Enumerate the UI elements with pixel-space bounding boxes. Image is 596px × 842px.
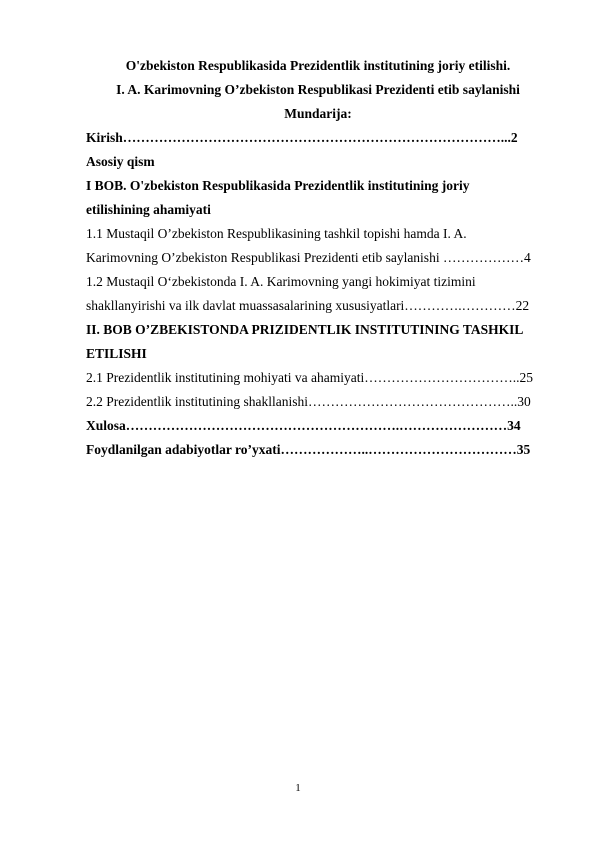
toc-entry-bob1-line1: I BOB. O'zbekiston Respublikasida Prezidentlik institutining joriy: [86, 178, 470, 193]
toc-entry-bob1-line2: etilishining ahamiyati: [86, 202, 211, 217]
toc-entry-1-2-line2: shakllanyirishi va ilk davlat muassasalarining xususiyatlari………….…………22: [86, 298, 530, 313]
toc-entry-bob2-line2: ETILISHI: [86, 346, 147, 361]
toc-entry-1-2-line1: 1.2 Mustaqil O‘zbekistonda I. A. Karimovning yangi hokimiyat tizimini: [86, 274, 476, 289]
document-subtitle: I. A. Karimovning O’zbekiston Respublikasi Prezidenti etib saylanishi: [116, 82, 520, 97]
page-number: 1: [295, 782, 301, 794]
toc-entry-2-1: 2.1 Prezidentlik institutining mohiyati va ahamiyati……………………………..25: [86, 370, 533, 385]
document-title: O'zbekiston Respublikasida Prezidentlik institutining joriy etilishi.: [125, 58, 511, 73]
toc-entry-bob2-line1: II. BOB O’ZBEKISTONDA PRIZIDENTLIK INSTITUTINING TASHKIL: [86, 322, 524, 337]
toc-entry-2-2: 2.2 Prezidentlik institutining shakllanishi………………………………………..30: [86, 394, 531, 409]
contents-heading: Mundarija:: [284, 106, 352, 121]
toc-entry-xulosa: Xulosa…………………………………………………….……………………34: [86, 418, 521, 433]
toc-entry-adabiyotlar: Foydlanilgan adabiyotlar ro’yxati………………..……………………………35: [86, 442, 531, 457]
toc-entry-1-1-line2: Karimovning O’zbekiston Respublikasi Prezidenti etib saylanishi ………………4: [86, 250, 531, 265]
toc-entry-1-1-line1: 1.1 Mustaqil O’zbekiston Respublikasining tashkil topishi hamda I. A.: [86, 226, 467, 241]
toc-entry-kirish: Kirish…………………………………………………………………………...2: [86, 130, 518, 145]
toc-entry-asosiy-qism: Asosiy qism: [86, 154, 155, 169]
